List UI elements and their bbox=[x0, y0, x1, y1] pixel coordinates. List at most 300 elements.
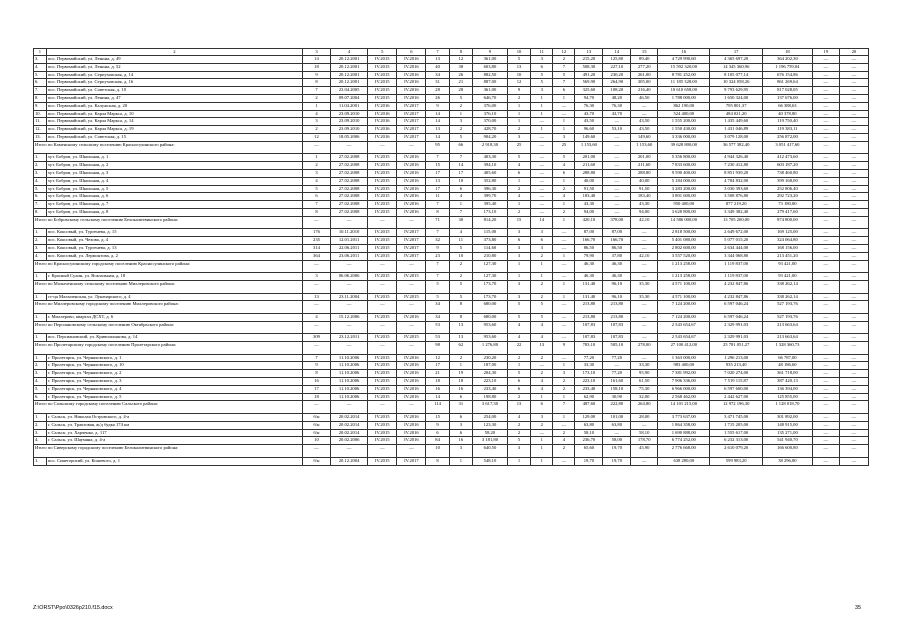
subtotal-cell: — bbox=[330, 260, 367, 273]
subtotal-cell: — bbox=[330, 216, 367, 229]
table-cell: 1 bbox=[303, 102, 331, 110]
table-cell: 6 774 252,00 bbox=[658, 437, 710, 445]
table-row bbox=[34, 79, 869, 87]
table-cell: 7 bbox=[303, 201, 331, 209]
subtotal-label: Итого по Малыченскому сельскому поселению Миллеровского района: bbox=[34, 280, 303, 293]
table-row bbox=[34, 429, 869, 437]
table-cell: 373,80 bbox=[472, 237, 507, 245]
table-cell: 18 bbox=[426, 378, 449, 386]
table-cell: 20.12.2001 bbox=[330, 71, 367, 79]
table-cell: — bbox=[603, 201, 631, 209]
table-cell: — bbox=[603, 154, 631, 162]
table-cell: — bbox=[839, 313, 868, 321]
table-cell: IV.2017 bbox=[397, 457, 426, 465]
table-cell: — bbox=[531, 118, 553, 126]
subtotal-cell: — bbox=[839, 342, 868, 355]
subtotal-cell: 1 bbox=[553, 280, 575, 293]
table-cell: 66 787,00 bbox=[762, 354, 812, 362]
table-cell: — bbox=[603, 193, 631, 201]
table-cell: 1 363 000,00 bbox=[658, 354, 710, 362]
subtotal-cell: 14 bbox=[531, 216, 553, 229]
table-cell: 73 180,80 bbox=[762, 201, 812, 209]
table-cell: 2 bbox=[531, 370, 553, 378]
subtotal-cell: 2 610 079,20 bbox=[710, 445, 762, 458]
table-cell: 861 269,64 bbox=[762, 79, 812, 87]
table-row bbox=[34, 177, 869, 185]
table-cell: IV.2016 bbox=[397, 354, 426, 362]
subtotal-cell: 222,80 bbox=[603, 401, 631, 414]
address-cell: пос. Первомайский, ул. Ленина, д. 52 bbox=[46, 63, 302, 71]
table-cell: 1 bbox=[507, 102, 530, 110]
table-cell: 8 105 077,14 bbox=[710, 71, 762, 79]
table-cell: 5 bbox=[531, 79, 553, 87]
table-cell: 20.12.2001 bbox=[330, 63, 367, 71]
table-row bbox=[34, 237, 869, 245]
subtotal-cell: 5 bbox=[449, 280, 472, 293]
subtotal-cell: — bbox=[397, 342, 426, 355]
row-number-cell: 2. bbox=[34, 237, 47, 245]
subtotal-cell: 35,30 bbox=[631, 280, 658, 293]
table-cell: 15 bbox=[426, 162, 449, 170]
table-cell: 3 801 600,00 bbox=[658, 193, 710, 201]
address-cell: г. Пролетарск, ул. Черняховского, д. 2 bbox=[46, 370, 302, 378]
row-number-cell: 6. bbox=[34, 79, 47, 87]
table-cell: — bbox=[812, 110, 839, 118]
table-cell: 89,40 bbox=[631, 56, 658, 64]
table-cell: 3 bbox=[531, 244, 553, 252]
table-row bbox=[34, 229, 869, 237]
table-cell: — bbox=[531, 185, 553, 193]
table-cell: 4 bbox=[507, 193, 530, 201]
table-cell: — bbox=[812, 354, 839, 362]
address-cell: хут. Бобров, ул. Школьная, д. 4 bbox=[46, 177, 302, 185]
subtotal-label: Итого по Сиверскому городскому поселению Белокалитвинского района: bbox=[34, 445, 303, 458]
table-cell: — bbox=[603, 177, 631, 185]
table-cell: — bbox=[812, 313, 839, 321]
table-cell: — bbox=[531, 362, 553, 370]
subtotal-cell: 378,00 bbox=[603, 216, 631, 229]
table-cell: 3 508 876,80 bbox=[710, 193, 762, 201]
row-number-cell: 9. bbox=[34, 102, 47, 110]
table-cell: 3 336 000,00 bbox=[658, 133, 710, 141]
table-cell: — bbox=[839, 201, 868, 209]
table-cell: 35,30 bbox=[631, 293, 658, 301]
table-cell: 148 915,00 bbox=[762, 421, 812, 429]
table-cell: 5 184 000,00 bbox=[658, 177, 710, 185]
table-cell: — bbox=[839, 56, 868, 64]
row-number-cell: 4. bbox=[34, 252, 47, 260]
subtotal-cell: 487,60 bbox=[575, 401, 603, 414]
subtotal-cell: 10 bbox=[426, 445, 449, 458]
table-cell: 1 690 888,00 bbox=[658, 429, 710, 437]
subtotal-cell: — bbox=[368, 301, 397, 314]
table-cell: IV.2015 bbox=[368, 334, 397, 342]
table-cell: 1 bbox=[303, 154, 331, 162]
subtotal-cell: — bbox=[368, 141, 397, 154]
table-cell: 5 bbox=[449, 244, 472, 252]
table-cell: 48,20 bbox=[603, 94, 631, 102]
column-number-row bbox=[34, 49, 869, 56]
table-cell: 10 bbox=[449, 252, 472, 260]
table-cell: 27.02.2008 bbox=[330, 185, 367, 193]
table-cell: 3 557 520,00 bbox=[658, 252, 710, 260]
table-cell: 676 154,86 bbox=[762, 71, 812, 79]
table-cell: 2 bbox=[507, 421, 530, 429]
table-cell: 882,50 bbox=[472, 71, 507, 79]
table-cell: 2 bbox=[303, 162, 331, 170]
subtotal-cell: 15 bbox=[507, 216, 530, 229]
subtotal-cell: — bbox=[303, 401, 331, 414]
address-cell: пос. Первомайский, ул. Карла Маркса, д. 10 bbox=[46, 110, 302, 118]
table-cell: 7 381 992,00 bbox=[658, 370, 710, 378]
table-cell: IV.2016 bbox=[397, 154, 426, 162]
table-cell: 86,50 bbox=[603, 244, 631, 252]
subtotal-cell: 5 bbox=[531, 301, 553, 314]
table-cell: 6 bbox=[553, 169, 575, 177]
table-cell: 256 872,00 bbox=[762, 133, 812, 141]
table-cell: 5 356 800,00 bbox=[658, 154, 710, 162]
subtotal-cell: 107,83 bbox=[575, 321, 603, 334]
table-cell: 131,40 bbox=[575, 293, 603, 301]
table-cell: 66 388,63 bbox=[762, 102, 812, 110]
table-cell: 21 bbox=[449, 79, 472, 87]
subtotal-cell: 25 bbox=[553, 141, 575, 154]
table-cell: 5 bbox=[449, 94, 472, 102]
table-cell: 23.11.2004 bbox=[330, 293, 367, 301]
table-cell: IV.2015 bbox=[368, 237, 397, 245]
subtotal-cell: — bbox=[397, 260, 426, 273]
table-cell: 187,00 bbox=[472, 362, 507, 370]
subtotal-cell: 22 bbox=[507, 342, 530, 355]
table-cell: 288,80 bbox=[575, 169, 603, 177]
subtotal-cell: 2 543 654,67 bbox=[658, 321, 710, 334]
subtotal-cell: — bbox=[812, 321, 839, 334]
table-cell: 9 bbox=[303, 71, 331, 79]
address-cell: пос. Персиановский, ул. Кривошлыкова, д. 14 bbox=[46, 334, 302, 342]
table-cell: 76,30 bbox=[603, 102, 631, 110]
table-cell: 40,00 bbox=[575, 177, 603, 185]
table-cell: — bbox=[839, 334, 868, 342]
table-row bbox=[34, 437, 869, 445]
subtotal-cell: — bbox=[303, 260, 331, 273]
subtotal-cell: — bbox=[397, 445, 426, 458]
table-cell: 817 028,05 bbox=[762, 87, 812, 95]
table-cell: 14 345 360,96 bbox=[710, 63, 762, 71]
address-cell: пос. Синегорский, ул. Кошевого, д. 1 bbox=[46, 457, 302, 465]
table-cell: — bbox=[839, 118, 868, 126]
subtotal-cell: 71 bbox=[426, 216, 449, 229]
table-cell: 862 190,00 bbox=[658, 102, 710, 110]
table-cell: 4 bbox=[553, 162, 575, 170]
table-cell: 6 232 313,00 bbox=[710, 437, 762, 445]
table-row bbox=[34, 110, 869, 118]
table-cell: 11 185 328,00 bbox=[658, 79, 710, 87]
subtotal-row bbox=[34, 280, 869, 293]
table-cell: 17 bbox=[426, 362, 449, 370]
subtotal-cell: 9 bbox=[553, 342, 575, 355]
table-cell: — bbox=[839, 354, 868, 362]
subtotal-cell: — bbox=[303, 216, 331, 229]
table-cell: 7 230 412,80 bbox=[710, 162, 762, 170]
column-number-cell: 3 bbox=[303, 49, 331, 56]
subtotal-cell: — bbox=[397, 401, 426, 414]
table-row bbox=[34, 102, 869, 110]
table-cell: 46,30 bbox=[603, 273, 631, 281]
table-cell: — bbox=[839, 63, 868, 71]
table-cell: 93 421,00 bbox=[762, 273, 812, 281]
table-cell: 3 bbox=[531, 56, 553, 64]
table-cell: 887,00 bbox=[472, 79, 507, 87]
row-number-cell: 2. bbox=[34, 162, 47, 170]
table-cell: 399 168,00 bbox=[762, 177, 812, 185]
table-cell: 603 187,20 bbox=[762, 162, 812, 170]
subtotal-cell: — bbox=[812, 141, 839, 154]
row-number-cell: 2. bbox=[34, 362, 47, 370]
subtotal-cell: 1 119 837,00 bbox=[710, 260, 762, 273]
table-cell: 14 bbox=[449, 162, 472, 170]
table-cell: 361,00 bbox=[472, 87, 507, 95]
table-cell: — bbox=[531, 201, 553, 209]
table-cell: 4 bbox=[531, 334, 553, 342]
subtotal-cell: 953,60 bbox=[472, 321, 507, 334]
table-cell: 1 bbox=[531, 110, 553, 118]
subtotal-cell: 25 781 051,27 bbox=[710, 342, 762, 355]
table-cell: 3 079 128,00 bbox=[710, 133, 762, 141]
table-cell: 20.12.2004 bbox=[330, 457, 367, 465]
table-cell: — bbox=[812, 94, 839, 102]
table-cell: — bbox=[839, 457, 868, 465]
table-cell: 7 519 115,87 bbox=[710, 378, 762, 386]
table-cell: 2 bbox=[449, 102, 472, 110]
table-cell: — bbox=[553, 273, 575, 281]
subtotal-row bbox=[34, 321, 869, 334]
table-cell: 983 400,00 bbox=[658, 362, 710, 370]
row-number-cell: 1. bbox=[34, 273, 47, 281]
table-cell: 28 bbox=[426, 87, 449, 95]
subtotal-cell: 1 128 018,70 bbox=[762, 401, 812, 414]
table-cell: 1 555 200,00 bbox=[658, 118, 710, 126]
row-number-cell: 1. bbox=[34, 334, 47, 342]
table-row bbox=[34, 94, 869, 102]
table-cell: — bbox=[631, 110, 658, 118]
table-cell: 77,20 bbox=[603, 370, 631, 378]
table-cell: 10 610 658,00 bbox=[658, 87, 710, 95]
table-cell: 13 bbox=[426, 177, 449, 185]
table-cell: 2 bbox=[507, 393, 530, 401]
subtotal-cell: 166 600,80 bbox=[762, 445, 812, 458]
table-row bbox=[34, 293, 869, 301]
subtotal-label: Итого по Красносулинскому городскому поселению Красносулинского района: bbox=[34, 260, 303, 273]
subtotal-cell: — bbox=[553, 301, 575, 314]
table-cell: 96,10 bbox=[603, 293, 631, 301]
row-number-cell: 1. bbox=[34, 414, 47, 422]
address-cell: пос. Коксовый, ул. Чехова, д. 4 bbox=[46, 237, 302, 245]
table-row bbox=[34, 334, 869, 342]
table-cell: — bbox=[839, 162, 868, 170]
subtotal-cell: 1 153,60 bbox=[575, 141, 603, 154]
table-cell: 6 966 000,00 bbox=[658, 385, 710, 393]
address-cell: г. Сальск, ул. Харченко, д. 117 bbox=[46, 429, 302, 437]
table-cell: 204,30 bbox=[472, 370, 507, 378]
table-cell: 19,70 bbox=[603, 457, 631, 465]
table-cell: 4 bbox=[507, 334, 530, 342]
table-cell: 11.10.2006 bbox=[330, 393, 367, 401]
table-cell: 1 196 759,04 bbox=[762, 63, 812, 71]
table-cell: 370,00 bbox=[472, 118, 507, 126]
subtotal-cell: 3 bbox=[507, 280, 530, 293]
table-row bbox=[34, 133, 869, 141]
subtotal-cell: — bbox=[839, 445, 868, 458]
table-cell: 2 bbox=[507, 354, 530, 362]
subtotal-cell: — bbox=[839, 141, 868, 154]
subtotal-cell: — bbox=[839, 301, 868, 314]
table-cell: 325,60 bbox=[575, 87, 603, 95]
table-cell: 2 bbox=[531, 354, 553, 362]
table-cell: 28,00 bbox=[631, 414, 658, 422]
table-cell: 412 473,60 bbox=[762, 154, 812, 162]
table-cell: IV.2015 bbox=[368, 63, 397, 71]
subtotal-cell: — bbox=[397, 216, 426, 229]
subtotal-cell: 420,10 bbox=[575, 216, 603, 229]
table-cell: 173,10 bbox=[472, 208, 507, 216]
subtotal-cell: 1 bbox=[531, 445, 553, 458]
subtotal-cell: — bbox=[812, 301, 839, 314]
column-number-cell: 9 bbox=[472, 49, 507, 56]
table-cell: 5 bbox=[507, 56, 530, 64]
table-cell: — bbox=[839, 237, 868, 245]
table-cell: 23.09.2010 bbox=[330, 118, 367, 126]
column-number-cell: 7 bbox=[426, 49, 449, 56]
subtotal-cell: — bbox=[368, 445, 397, 458]
table-cell: 136 394,00 bbox=[762, 385, 812, 393]
table-cell: — bbox=[603, 118, 631, 126]
column-number-cell: 8 bbox=[449, 49, 472, 56]
address-cell: г. Сальск, ул. Николая Островского, д. 4-а bbox=[46, 414, 302, 422]
table-cell: 213,80 bbox=[575, 313, 603, 321]
table-cell: 1 435 449,60 bbox=[710, 118, 762, 126]
table-cell: — bbox=[531, 133, 553, 141]
table-cell: 235 bbox=[303, 237, 331, 245]
table-cell: 2 bbox=[507, 94, 530, 102]
table-cell: — bbox=[553, 421, 575, 429]
table-cell: 18.05.2006 bbox=[330, 133, 367, 141]
row-number-cell: 1. bbox=[34, 154, 47, 162]
table-cell: — bbox=[631, 229, 658, 237]
table-row bbox=[34, 201, 869, 209]
table-cell: 4 bbox=[531, 378, 553, 386]
row-number-cell: 3. bbox=[34, 56, 47, 64]
table-cell: 75,30 bbox=[631, 385, 658, 393]
table-cell: IV.2017 bbox=[397, 237, 426, 245]
table-cell: 1 788 000,00 bbox=[658, 94, 710, 102]
subtotal-cell: — bbox=[397, 280, 426, 293]
table-cell: 2 649 672,00 bbox=[710, 229, 762, 237]
table-cell: 15 592 320,00 bbox=[658, 63, 710, 71]
subtotal-cell: 39 628 800,00 bbox=[658, 141, 710, 154]
table-cell: 53 bbox=[426, 334, 449, 342]
table-cell: 13 bbox=[449, 334, 472, 342]
table-cell: 264,90 bbox=[603, 79, 631, 87]
table-cell: 94,00 bbox=[575, 208, 603, 216]
table-cell: 58,10 bbox=[575, 429, 603, 437]
table-cell: — bbox=[839, 87, 868, 95]
table-cell: IV.2017 bbox=[397, 110, 426, 118]
subtotal-cell: 8 bbox=[449, 301, 472, 314]
subtotal-cell: — bbox=[303, 280, 331, 293]
table-row bbox=[34, 370, 869, 378]
table-cell: 17 bbox=[426, 185, 449, 193]
table-cell: 161,60 bbox=[603, 378, 631, 386]
table-cell: — bbox=[839, 429, 868, 437]
subtotal-cell: 46,30 bbox=[575, 260, 603, 273]
table-cell: 9 bbox=[507, 87, 530, 95]
table-cell: — bbox=[839, 421, 868, 429]
table-cell: — bbox=[812, 362, 839, 370]
subtotal-cell: — bbox=[812, 445, 839, 458]
table-cell: 18 bbox=[303, 393, 331, 401]
table-cell: 33,30 bbox=[631, 362, 658, 370]
subtotal-cell: 6 bbox=[531, 401, 553, 414]
table-cell: — bbox=[812, 252, 839, 260]
table-cell: 12 bbox=[426, 354, 449, 362]
table-cell: IV.2015 bbox=[368, 193, 397, 201]
table-row bbox=[34, 87, 869, 95]
address-cell: пос. Первомайский, ул. Серпуховская, д. 14 bbox=[46, 71, 302, 79]
table-cell: IV.2015 bbox=[368, 370, 397, 378]
address-cell: пос. Первомайский, ул. Карла Маркса, д. 19 bbox=[46, 126, 302, 134]
table-cell: 405,60 bbox=[472, 169, 507, 177]
table-cell: — bbox=[631, 102, 658, 110]
table-cell: — bbox=[812, 177, 839, 185]
table-cell: — bbox=[812, 237, 839, 245]
table-cell: 34 bbox=[426, 71, 449, 79]
table-cell: 40 bbox=[426, 63, 449, 71]
subtotal-label: Итого по Пролетарскому городскому поселению Пролетарского района: bbox=[34, 342, 303, 355]
table-cell: 4 bbox=[531, 385, 553, 393]
table-cell: 38 bbox=[449, 63, 472, 71]
table-cell: IV.2015 bbox=[368, 79, 397, 87]
table-cell: 2 bbox=[507, 429, 530, 437]
column-number-cell: 16 bbox=[658, 49, 710, 56]
subtotal-cell: — bbox=[330, 280, 367, 293]
table-cell: 14 bbox=[426, 393, 449, 401]
table-cell: IV.2016 bbox=[397, 79, 426, 87]
table-cell: 7 bbox=[426, 154, 449, 162]
table-cell: IV.2016 bbox=[397, 193, 426, 201]
table-cell: 166,70 bbox=[603, 237, 631, 245]
row-number-cell: 4. bbox=[34, 378, 47, 386]
table-cell: — bbox=[839, 71, 868, 79]
table-cell: 1 bbox=[507, 177, 530, 185]
subtotal-cell: 65,60 bbox=[575, 445, 603, 458]
row-number-cell: 6. bbox=[34, 193, 47, 201]
table-cell: — bbox=[812, 334, 839, 342]
table-cell: 18 bbox=[449, 378, 472, 386]
table-cell: 7 bbox=[553, 79, 575, 87]
subtotal-row bbox=[34, 260, 869, 273]
row-number-cell: 3. bbox=[34, 429, 47, 437]
table-cell: 166,70 bbox=[575, 237, 603, 245]
row-number-cell: 2. bbox=[34, 421, 47, 429]
subtotal-cell: — bbox=[812, 260, 839, 273]
table-cell: 115,00 bbox=[472, 229, 507, 237]
table-cell: 14 bbox=[426, 110, 449, 118]
row-number-cell: 1. bbox=[34, 229, 47, 237]
table-cell: 43,50 bbox=[575, 118, 603, 126]
table-cell: 173,10 bbox=[575, 370, 603, 378]
table-cell: — bbox=[812, 429, 839, 437]
table-row bbox=[34, 313, 869, 321]
